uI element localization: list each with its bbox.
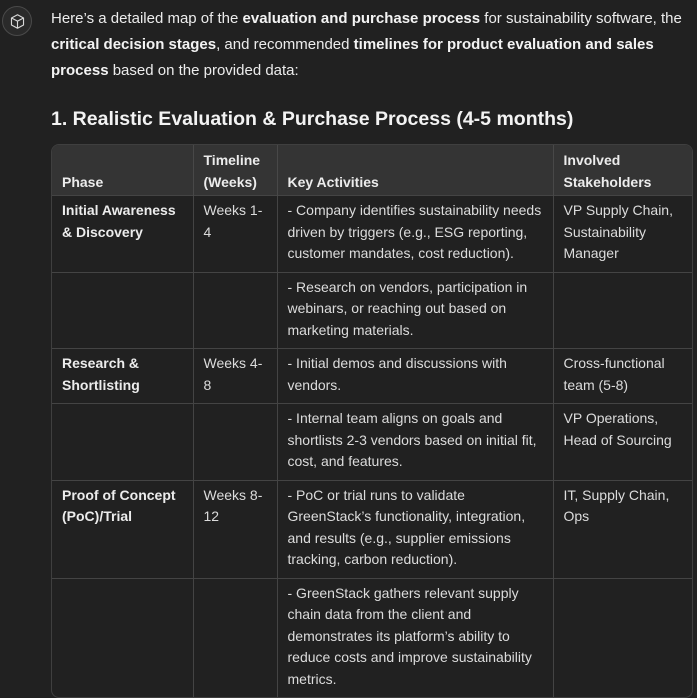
cell-phase: Initial Awareness & Discovery xyxy=(52,196,193,273)
cell-activity: - Internal team aligns on goals and shortlists 2-3 vendors based on initial fit, cost, and features. xyxy=(277,404,553,481)
process-table-container xyxy=(51,144,693,698)
header-timeline: Timeline (Weeks) xyxy=(193,145,277,196)
cell-activity: - Research on vendors, participation in webinars, or reaching out based on marketing materials. xyxy=(277,272,553,349)
cell-phase: Proof of Concept (PoC)/Trial xyxy=(52,480,193,578)
cell-stakeholders: Cross-functional team (5-8) xyxy=(553,349,692,404)
header-key-activities: Key Activities xyxy=(277,145,553,196)
process-table xyxy=(52,145,692,697)
intro-text: for sustainability software, the xyxy=(480,10,682,27)
chatgpt-logo-icon xyxy=(9,13,26,30)
cell-stakeholders: IT, Supply Chain, Ops xyxy=(553,480,692,578)
assistant-avatar xyxy=(2,6,32,36)
cell-phase xyxy=(52,272,193,349)
cell-timeline: Weeks 8-12 xyxy=(193,480,277,578)
cell-activity: - PoC or trial runs to validate GreenStack’s functionality, integration, and results (e.g., supplier emissions tracking, carbon reduction). xyxy=(277,480,553,578)
cell-activity: - Initial demos and discussions with vendors. xyxy=(277,349,553,404)
cell-timeline xyxy=(193,578,277,697)
intro-bold-text: evaluation and purchase process xyxy=(242,10,481,27)
cell-timeline xyxy=(193,272,277,349)
cell-phase xyxy=(52,404,193,481)
cell-stakeholders: VP Operations, Head of Sourcing xyxy=(553,404,692,481)
table-row xyxy=(52,272,692,349)
cell-phase: Research & Shortlisting xyxy=(52,349,193,404)
cell-phase xyxy=(52,578,193,697)
intro-bold-text: timelines for product evaluation and sales process xyxy=(51,36,654,79)
cell-activity: - Company identifies sustainability needs driven by triggers (e.g., ESG reporting, customer mandates, cost reduction). xyxy=(277,196,553,273)
cell-timeline: Weeks 1-4 xyxy=(193,196,277,273)
cell-timeline xyxy=(193,404,277,481)
cell-stakeholders: VP Supply Chain, Sustainability Manager xyxy=(553,196,692,273)
table-row xyxy=(52,480,692,578)
section-heading: 1. Realistic Evaluation & Purchase Process (4-5 months) xyxy=(51,108,574,130)
table-row xyxy=(52,349,692,404)
intro-paragraph xyxy=(51,6,691,84)
table-header-row xyxy=(52,145,692,196)
cell-timeline: Weeks 4-8 xyxy=(193,349,277,404)
header-phase: Phase xyxy=(52,145,193,196)
intro-text: based on the provided data: xyxy=(108,62,299,79)
cell-activity: - GreenStack gathers relevant supply chain data from the client and demonstrates its platform’s ability to reduce costs and improve sustainability metrics. xyxy=(277,578,553,697)
intro-text: Here’s a detailed map of the xyxy=(51,10,243,27)
header-stakeholders: Involved Stakeholders xyxy=(553,145,692,196)
assistant-message xyxy=(51,6,691,698)
intro-text: , and recommended xyxy=(216,36,354,53)
intro-bold-text: critical decision stages xyxy=(51,36,217,53)
table-row xyxy=(52,578,692,697)
table-row xyxy=(52,404,692,481)
cell-stakeholders xyxy=(553,578,692,697)
cell-stakeholders xyxy=(553,272,692,349)
table-row xyxy=(52,196,692,273)
